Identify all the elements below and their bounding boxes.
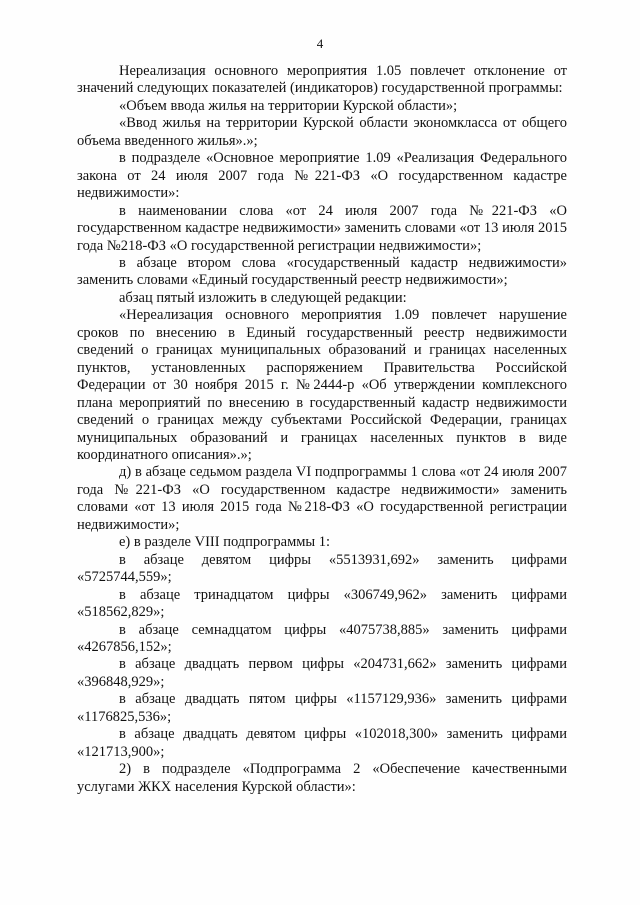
paragraph: в абзаце двадцать пятом цифры «1157129,936» заменить цифрами «1176825,536»; bbox=[77, 691, 567, 725]
paragraph: д) в абзаце седьмом раздела VI подпрограммы 1 слова «от 24 июля 2007 года №221-ФЗ «О государственном кадастре недвижимости» заменить словами «от 13 июля 2015 года №218-ФЗ «О государственной регистрации недвижимости»; bbox=[77, 464, 567, 533]
paragraph: «Объем ввода жилья на территории Курской области»; bbox=[119, 97, 458, 114]
paragraph: в наименовании слова «от 24 июля 2007 года №221-ФЗ «О государственном кадастре недвижимости» заменить словами «от 13 июля 2015 года №218-ФЗ «О государственной регистрации недвижимости»; bbox=[77, 202, 567, 254]
paragraph: в абзаце семнадцатом цифры «4075738,885» заменить цифрами «4267856,152»; bbox=[77, 621, 567, 655]
paragraph: в абзаце тринадцатом цифры «306749,962» заменить цифрами «518562,829»; bbox=[77, 586, 567, 621]
paragraph: «Нереализация основного мероприятия 1.09 повлечет нарушение сроков по внесению в Единый государственный реестр недвижимости сведений о границах муниципальных образований и границах населенных пунктов, установленных распоряжением Правительства Российской Федерации от 30 ноября 2015 г. №2444-р «Об утверждении комплексного плана мероприятий по внесению в государственный кадастр недвижимости сведений о границах между субъектами Российской Федерации, границах муниципальных образований и границах населенных пунктов в виде координатного описания».»; bbox=[77, 307, 567, 463]
paragraph: в абзаце девятом цифры «5513931,692» заменить цифрами «5725744,559»; bbox=[77, 551, 567, 586]
paragraph: «Ввод жилья на территории Курской области экономкласса от общего объема введенного жилья».»; bbox=[77, 115, 567, 149]
paragraph: в абзаце двадцать первом цифры «204731,662» заменить цифрами «396848,929»; bbox=[77, 656, 567, 690]
paragraph: в абзаце двадцать девятом цифры «102018,300» заменить цифрами «121713,900»; bbox=[77, 726, 567, 760]
paragraph: е) в разделе VIII подпрограммы 1: bbox=[119, 534, 331, 551]
paragraph: Нереализация основного мероприятия 1.05 повлечет отклонение от значений следующих показателей (индикаторов) государственной программы: bbox=[77, 63, 567, 97]
paragraph: в подразделе «Основное мероприятие 1.09 «Реализация Федерального закона от 24 июля 2007 года №221-ФЗ «О государственном кадастре недвижимости»: bbox=[77, 150, 567, 202]
paragraph: в абзаце втором слова «государственный кадастр недвижимости» заменить словами «Единый государственный реестр недвижимости»; bbox=[77, 254, 567, 289]
paragraph: абзац пятый изложить в следующей редакции: bbox=[119, 289, 407, 306]
document-body bbox=[77, 63, 567, 796]
paragraph: 2) в подразделе «Подпрограмма 2 «Обеспечение качественными услугами ЖКХ населения Курской области»: bbox=[77, 761, 567, 795]
page-number: 4 bbox=[316, 36, 324, 51]
